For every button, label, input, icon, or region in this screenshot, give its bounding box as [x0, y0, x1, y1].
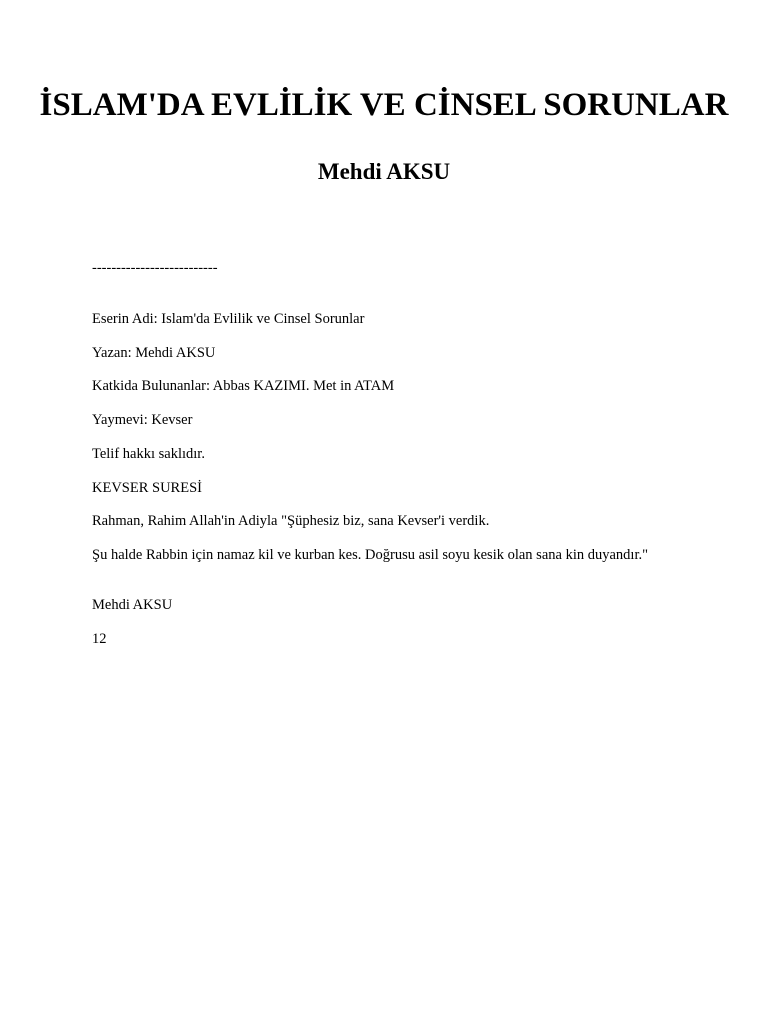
surah-verse-2: Şu halde Rabbin için namaz kil ve kurban kes. Doğrusu asil soyu kesik olan sana kin duyandır." — [92, 547, 649, 563]
surah-verse-1: Rahman, Rahim Allah'in Adiyla "Şüphesiz biz, sana Kevser'i verdik. — [92, 513, 490, 529]
document-author: Mehdi AKSU — [317, 159, 451, 184]
divider-line: -------------------------- — [92, 260, 218, 276]
signature-line: Mehdi AKSU — [92, 597, 173, 613]
document-title: İSLAM'DA EVLİLİK VE CİNSEL SORUNLAR — [39, 87, 729, 123]
page-number: 12 — [92, 631, 107, 647]
contributors-line: Katkida Bulunanlar: Abbas KAZIMI. Met in ATAM — [92, 378, 395, 394]
author-line: Yazan: Mehdi AKSU — [92, 345, 216, 361]
copyright-line: Telif hakkı saklıdır. — [92, 446, 205, 462]
work-title-line: Eserin Adi: Islam'da Evlilik ve Cinsel Sorunlar — [92, 311, 365, 327]
surah-heading: KEVSER SURESİ — [92, 480, 202, 496]
publisher-line: Yaymevi: Kevser — [92, 412, 193, 428]
